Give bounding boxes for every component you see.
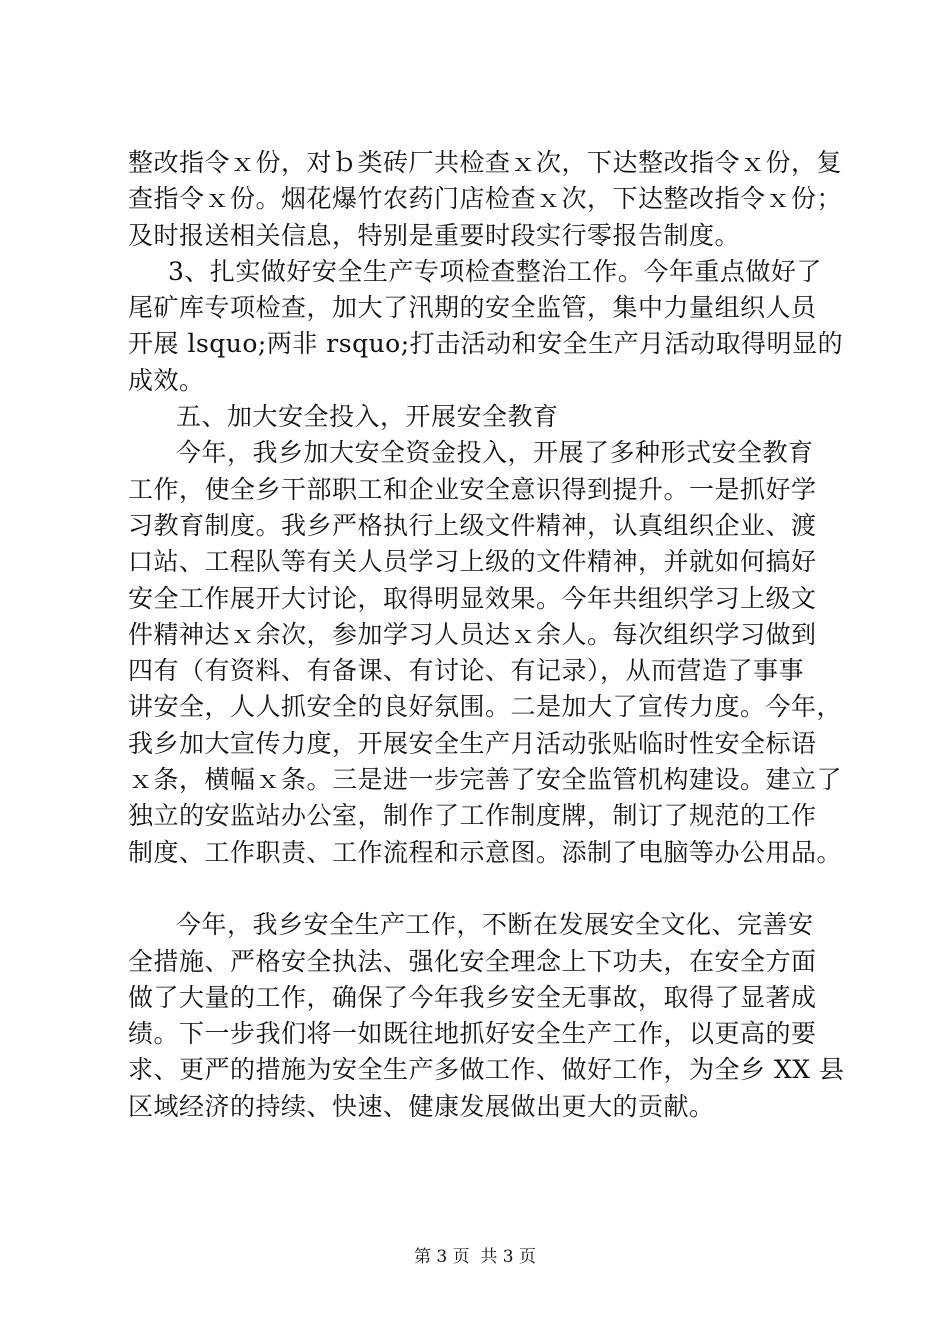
text-line: 尾矿库专项检查，加大了汛期的安全监管，集中力量组织人员: [128, 293, 817, 323]
text-line: ｘ条，横幅ｘ条。三是进一步完善了安全监管机构建设。建立了: [128, 765, 843, 795]
section-heading: 五、加大安全投入，开展安全教育: [176, 402, 559, 432]
text-line: 我乡加大宣传力度，开展安全生产月活动张贴临时性安全标语: [128, 728, 817, 758]
text-line: 绩。下一步我们将一如既往地抓好安全生产工作，以更高的要: [128, 1019, 817, 1049]
text-line: 3、扎实做好安全生产专项检查整治工作。今年重点做好了: [168, 256, 822, 286]
text-line: 做了大量的工作，确保了今年我乡安全无事故，取得了显著成: [128, 982, 817, 1012]
text-line: 口站、工程队等有关人员学习上级的文件精神，并就如何搞好: [128, 547, 817, 577]
text-line: 讲安全，人人抓安全的良好氛围。二是加大了宣传力度。今年，: [128, 692, 843, 722]
text-line: 今年，我乡安全生产工作，不断在发展安全文化、完善安: [176, 910, 814, 940]
text-line: 开展 lsquo;两非 rsquo;打击活动和安全生产月活动取得明显的: [128, 329, 844, 359]
text-line: 及时报送相关信息，特别是重要时段实行零报告制度。: [128, 220, 741, 250]
document-body: [128, 145, 853, 1125]
blank-line: [128, 871, 853, 907]
text-line: 成效。: [128, 365, 205, 395]
text-line: 全措施、严格安全执法、强化安全理念上下功夫，在安全方面: [128, 946, 817, 976]
text-line: 独立的安监站办公室，制作了工作制度牌，制订了规范的工作: [128, 801, 817, 831]
text-line: 区域经济的持续、快速、健康发展做出更大的贡献。: [128, 1091, 715, 1121]
text-line: 工作，使全乡干部职工和企业安全意识得到提升。一是抓好学: [128, 474, 817, 504]
text-line: 制度、工作职责、工作流程和示意图。添制了电脑等办公用品。: [128, 837, 843, 867]
text-line: 求、更严的措施为安全生产多做工作、做好工作，为全乡 XX 县: [128, 1055, 845, 1085]
text-line: 今年，我乡加大安全资金投入，开展了多种形式安全教育: [176, 438, 814, 468]
text-line: 整改指令ｘ份，对ｂ类砖厂共检查ｘ次，下达整改指令ｘ份，复: [128, 148, 843, 177]
text-line: 四有（有资料、有备课、有讨论、有记录），从而营造了事事: [128, 656, 805, 686]
text-line: 查指令ｘ份。烟花爆竹农药门店检查ｘ次，下达整改指令ｘ份；: [128, 184, 843, 214]
page-number-footer: 第 3 页 共 3 页: [413, 1247, 537, 1267]
text-line: 安全工作展开大讨论，取得明显效果。今年共组织学习上级文: [128, 583, 817, 613]
text-line: 习教育制度。我乡严格执行上级文件精神，认真组织企业、渡: [128, 510, 817, 540]
text-line: 件精神达ｘ余次，参加学习人员达ｘ余人。每次组织学习做到: [128, 619, 817, 649]
